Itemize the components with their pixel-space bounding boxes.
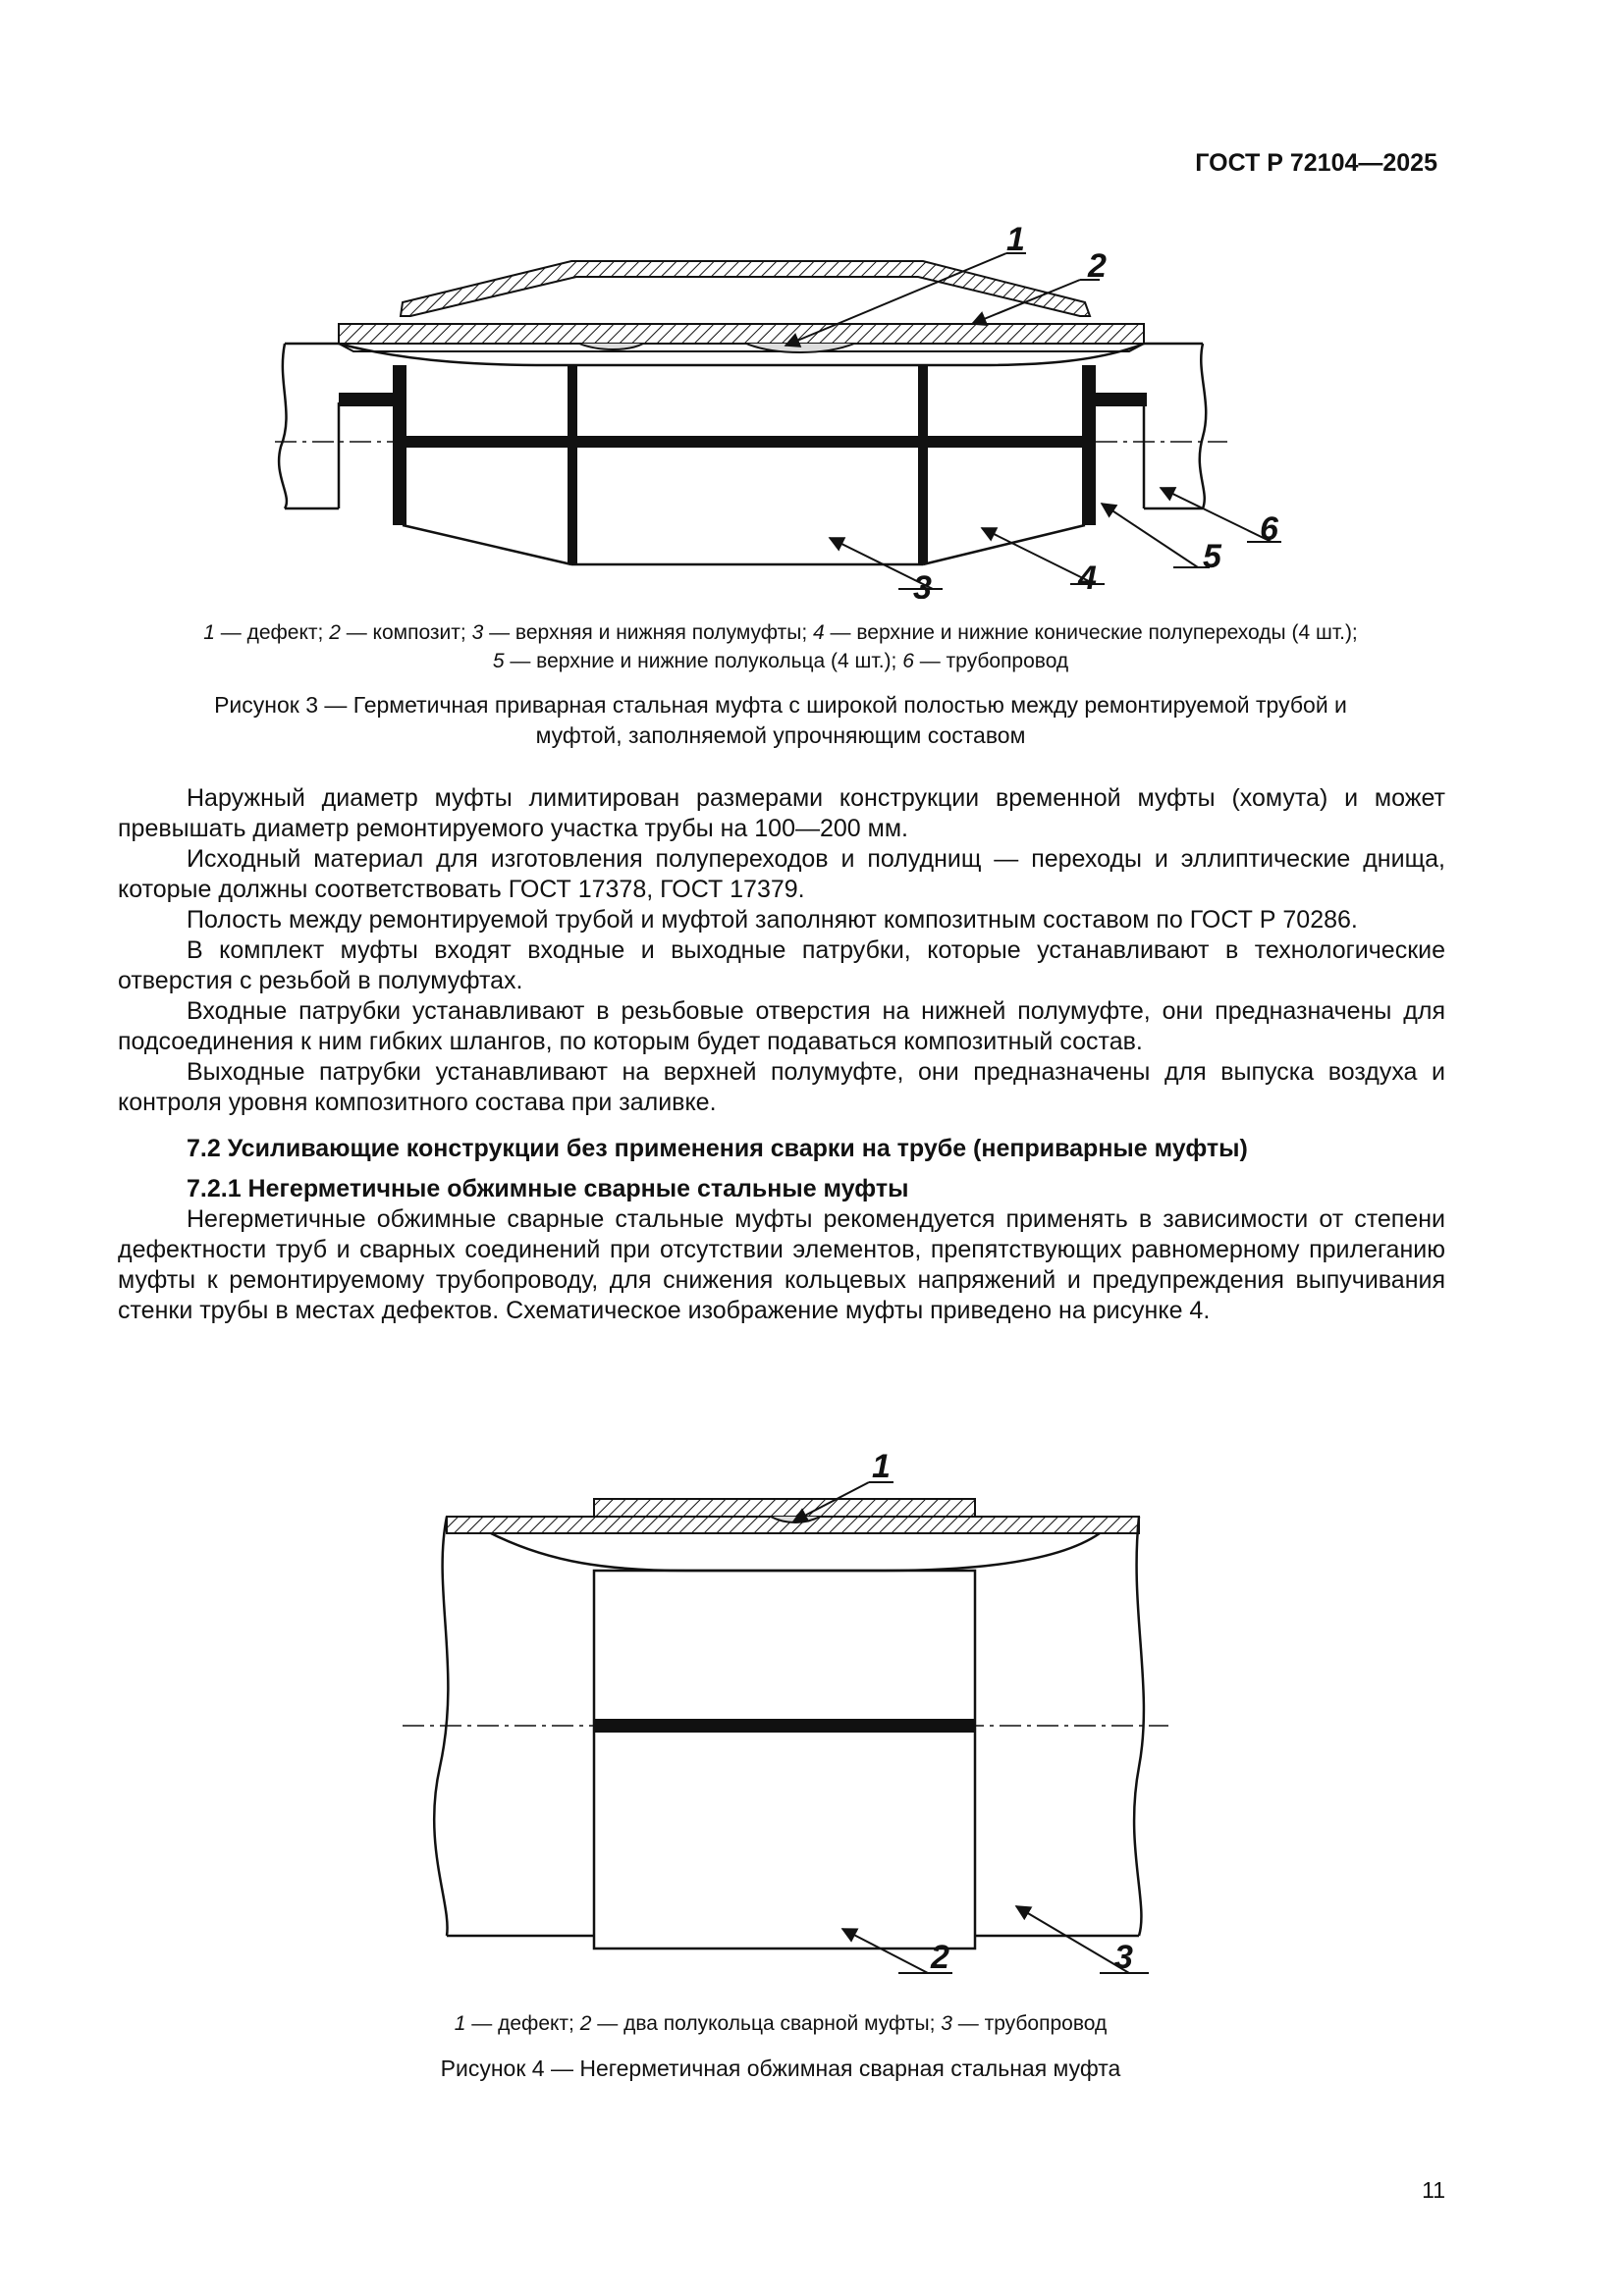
body-text — [118, 783, 1445, 1326]
figure-3-drawing — [265, 226, 1306, 599]
fig3-callout-3: 3 — [913, 569, 932, 599]
document-header: ГОСТ Р 72104—2025 — [1195, 149, 1437, 177]
page-number: 11 — [1422, 2177, 1445, 2203]
paragraph: Негерметичные обжимные сварные стальные муфты рекомендуется применять в зависимости от степени дефектности труб и сварных соединений при отсутствии элементов, препятствующих равномерному прилеганию муфты к ремонтируемому трубопроводу, для снижения кольцевых напряжений и предупреждения выпучивания стенки трубы в местах дефектов. Схематическое изображение муфты приведено на рисунке 4. — [118, 1205, 1445, 1324]
fig4-callout-1: 1 — [872, 1448, 891, 1485]
fig3-callout-5: 5 — [1203, 538, 1221, 575]
figure-3-legend: 1 — дефект; 2 — композит; 3 — верхняя и нижняя полумуфты; 4 — верхние и нижние конические полупереходы (4 шт.); 5 — верхние и нижние полукольца (4 шт.); 6 — трубопровод — [203, 621, 1358, 672]
fig3-callout-6: 6 — [1260, 510, 1278, 548]
figure-4-legend: 1 — дефект; 2 — два полукольца сварной муфты; 3 — трубопровод — [454, 2012, 1108, 2035]
paragraph: Наружный диаметр муфты лимитирован размерами конструкции временной муфты (хомута) и может превышать диаметр ремонтируемого участка трубы на 100—200 мм. — [118, 784, 1445, 842]
figure-4-drawing — [393, 1443, 1178, 1993]
paragraph: Входные патрубки устанавливают в резьбовые отверстия на нижней полумуфте, они предназначены для подсоединения к ним гибких шлангов, по которым будет подаваться композитный состав. — [118, 997, 1445, 1055]
paragraph: Выходные патрубки устанавливают на верхней полумуфте, они предназначены для выпуска воздуха и контроля уровня композитного состава при заливке. — [118, 1058, 1445, 1116]
fig3-callout-4: 4 — [1078, 560, 1097, 597]
paragraph: Полость между ремонтируемой трубой и муфтой заполняют композитным составом по ГОСТ Р 70286. — [187, 906, 1358, 934]
fig4-callout-3: 3 — [1114, 1939, 1133, 1976]
fig3-callout-1: 1 — [1006, 226, 1025, 258]
fig3-callout-2: 2 — [1088, 247, 1107, 285]
paragraph: Исходный материал для изготовления полупереходов и полуднищ — переходы и эллиптические днища, которые должны соответствовать ГОСТ 17378, ГОСТ 17379. — [118, 845, 1445, 903]
figure-3-caption: Рисунок 3 — Герметичная приварная стальная муфта с широкой полостью между ремонтируемой трубой и муфтой, заполняемой упрочняющим составом — [214, 692, 1347, 748]
figure-4-caption: Рисунок 4 — Негерметичная обжимная сварная стальная муфта — [440, 2056, 1121, 2081]
fig4-callout-2: 2 — [931, 1939, 949, 1976]
paragraph: В комплект муфты входят входные и выходные патрубки, которые устанавливают в технологические отверстия с резьбой в полумуфтах. — [118, 936, 1445, 994]
subsection-heading: 7.2.1 Негерметичные обжимные сварные стальные муфты — [187, 1175, 909, 1202]
section-heading: 7.2 Усиливающие конструкции без применения сварки на трубе (неприварные муфты) — [187, 1135, 1248, 1162]
